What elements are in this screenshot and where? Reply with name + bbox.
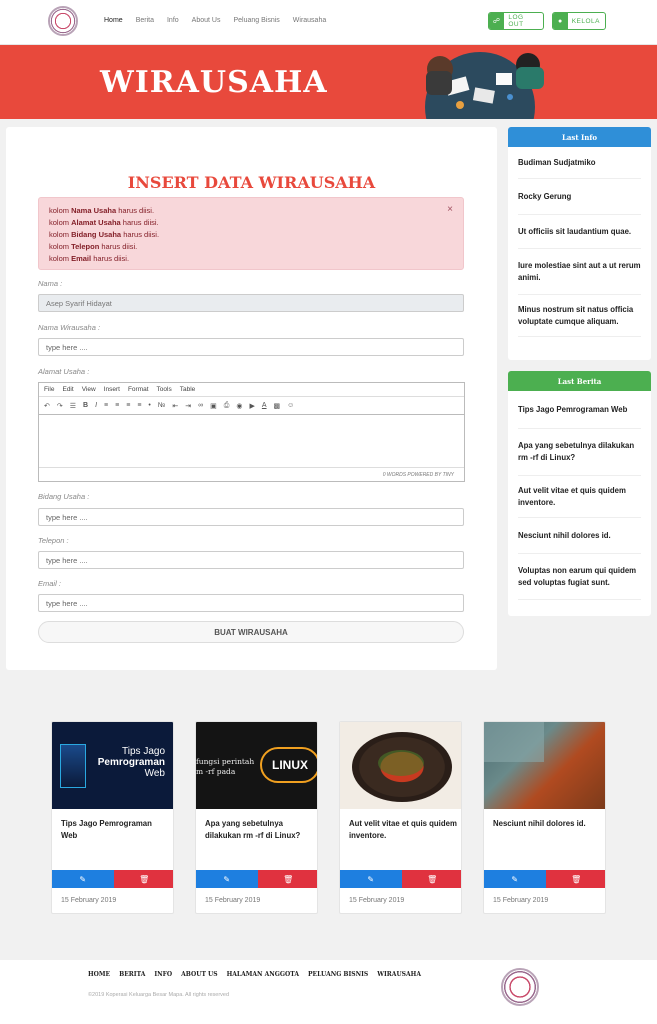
nav-about-us[interactable]: About Us (191, 17, 221, 24)
outdent-icon[interactable]: ⇤ (172, 402, 179, 410)
alert-line: kolom Email harus diisi. (49, 254, 130, 263)
footer-nav-peluang-bisnis[interactable]: PELUANG BISNIS (308, 971, 369, 978)
footer-nav-info[interactable]: INFO (154, 971, 173, 978)
bullet-list-icon[interactable]: • (148, 402, 151, 409)
info-item[interactable]: Ut officiis sit laudantium quae. (518, 215, 641, 249)
preview-icon[interactable]: ◉ (236, 402, 243, 410)
post-title[interactable]: Tips Jago Pemrograman Web (61, 819, 152, 840)
nama-wirausaha-label: Nama Wirausaha : (38, 323, 101, 332)
edit-icon[interactable]: ✎ (196, 870, 258, 888)
edit-icon[interactable]: ✎ (340, 870, 402, 888)
post-actions (52, 870, 174, 888)
form-title: INSERT DATA WIRAUSAHA (127, 173, 376, 192)
italic-icon[interactable]: I (95, 402, 98, 409)
image-icon[interactable]: ▣ (210, 402, 217, 410)
bold-icon[interactable]: B (83, 402, 89, 409)
redo-icon[interactable]: ↷ (56, 402, 63, 410)
alamat-usaha-label: Alamat Usaha : (38, 367, 90, 376)
top-navbar (0, 0, 657, 45)
nav-info[interactable]: Info (166, 17, 179, 24)
info-item[interactable]: Minus nostrum sit natus officia voluptate cumque aliquam. (518, 295, 641, 337)
editor-menu-insert[interactable]: Insert (103, 386, 120, 393)
page-banner (0, 45, 657, 119)
post-image[interactable]: fungsi perintah m -rf pada LINUX (196, 722, 318, 809)
media-icon[interactable]: ▶ (249, 402, 255, 410)
undo-icon[interactable]: ↶ (44, 402, 50, 410)
alert-line: kolom Telepon harus diisi. (49, 242, 138, 251)
align-center-icon[interactable]: ≡ (115, 402, 120, 409)
alamat-usaha-editor[interactable] (38, 382, 465, 482)
berita-item[interactable]: Voluptas non earum qui quidem sed voluptas fugiat sunt. (518, 554, 641, 600)
editor-menu-tools[interactable]: Tools (156, 386, 172, 393)
bidang-usaha-input[interactable]: type here .... (38, 508, 464, 526)
kelola-label: KELOLA (571, 17, 600, 25)
nav-home[interactable]: Home (104, 17, 123, 24)
editor-menu-edit[interactable]: Edit (62, 386, 74, 393)
berita-item[interactable]: Tips Jago Pemrograman Web (518, 391, 641, 429)
footer-nav-halaman-anggota[interactable]: HALAMAN ANGGOTA (226, 971, 300, 978)
post-title[interactable]: Apa yang sebetulnya dilakukan rm -rf di Linux? (205, 819, 301, 840)
footer-nav-home[interactable]: HOME (88, 971, 111, 978)
last-berita-panel (508, 371, 651, 616)
footer-logo (501, 968, 539, 1006)
editor-toolbar (39, 397, 464, 415)
indent-icon[interactable]: ⇥ (185, 402, 192, 410)
editor-menubar (39, 383, 464, 397)
nama-label: Nama : (38, 279, 63, 288)
last-info-title: Last Info (508, 127, 651, 147)
main-nav (104, 17, 339, 24)
emoticon-icon[interactable]: ☺ (287, 402, 295, 409)
trash-icon[interactable]: 🗑 (114, 870, 175, 888)
alert-close-button[interactable]: × (447, 204, 453, 215)
alert-line: kolom Alamat Usaha harus diisi. (49, 218, 159, 227)
alert-line: kolom Nama Usaha harus diisi. (49, 206, 155, 215)
trash-icon[interactable]: 🗑 (402, 870, 463, 888)
nav-wirausaha[interactable]: Wirausaha (292, 17, 327, 24)
post-title[interactable]: Nesciunt nihil dolores id. (493, 819, 586, 828)
post-date: 15 February 2019 (349, 897, 405, 904)
editor-menu-format[interactable]: Format (127, 386, 149, 393)
last-info-panel (508, 127, 651, 360)
lock-icon: ☍ (489, 13, 504, 29)
logout-label: LOG OUT (508, 14, 524, 28)
validation-alert (38, 197, 464, 270)
kelola-button[interactable] (552, 12, 606, 30)
nav-peluang-bisnis[interactable]: Peluang Bisnis (233, 17, 280, 24)
print-icon[interactable]: ⎙ (223, 401, 230, 409)
alert-line: kolom Bidang Usaha harus diisi. (49, 230, 160, 239)
align-justify-icon[interactable]: ≡ (137, 402, 142, 409)
editor-menu-file[interactable]: File (44, 386, 55, 393)
info-item[interactable]: Budiman Sudjatmiko (518, 147, 641, 179)
editor-menu-table[interactable]: Table (179, 386, 196, 393)
bidang-usaha-label: Bidang Usaha : (38, 492, 90, 501)
post-actions (196, 870, 318, 888)
email-input[interactable]: type here .... (38, 594, 464, 612)
background-color-icon[interactable]: ▩ (273, 402, 281, 410)
edit-icon[interactable]: ✎ (484, 870, 546, 888)
post-image[interactable]: Tips Jago Pemrograman Web (52, 722, 174, 809)
post-actions (340, 870, 462, 888)
formats-icon[interactable]: ☰ (69, 402, 77, 410)
post-actions (484, 870, 606, 888)
trash-icon[interactable]: 🗑 (546, 870, 607, 888)
post-card (51, 721, 174, 914)
email-label: Email : (38, 579, 61, 588)
berita-item[interactable]: Nesciunt nihil dolores id. (518, 518, 641, 554)
post-date: 15 February 2019 (493, 897, 549, 904)
post-image[interactable] (340, 722, 462, 809)
post-date: 15 February 2019 (205, 897, 261, 904)
text-color-icon[interactable]: A (261, 402, 267, 409)
info-item[interactable]: Iure molestiae sint aut a ut rerum animi. (518, 249, 641, 295)
footer-nav-berita[interactable]: BERITA (119, 971, 146, 978)
footer-nav-wirausaha[interactable]: WIRAUSAHA (377, 971, 421, 978)
post-card (195, 721, 318, 914)
align-left-icon[interactable]: ≡ (104, 402, 109, 409)
logout-button[interactable] (488, 12, 544, 30)
post-card (339, 721, 462, 914)
banner-title: WIRAUSAHA (100, 65, 328, 100)
post-date: 15 February 2019 (61, 897, 117, 904)
editor-menu-view[interactable]: View (81, 386, 96, 393)
edit-icon[interactable]: ✎ (52, 870, 114, 888)
editor-status: 0 WORDS POWERED BY TINY (39, 467, 464, 481)
post-image[interactable] (484, 722, 606, 809)
desk-illustration (418, 45, 558, 119)
last-berita-title: Last Berita (508, 371, 651, 391)
info-item[interactable]: Rocky Gerung (518, 179, 641, 215)
telepon-input[interactable]: type here .... (38, 551, 464, 569)
site-footer (0, 960, 657, 1024)
copyright: ©2019 Koperasi Keluarga Besar Mapa. All rights reserved (88, 992, 230, 998)
align-right-icon[interactable]: ≡ (126, 402, 131, 409)
link-icon[interactable]: ∞ (198, 402, 204, 409)
post-card (483, 721, 606, 914)
footer-nav (88, 971, 430, 978)
nama-field: Asep Syarif Hidayat (38, 294, 464, 312)
footer-nav-about-us[interactable]: ABOUT US (181, 971, 218, 978)
site-logo[interactable] (48, 6, 78, 36)
numbered-list-icon[interactable]: № (157, 402, 166, 409)
telepon-label: Telepon : (38, 536, 69, 545)
buat-wirausaha-button[interactable]: BUAT WIRAUSAHA (38, 621, 464, 643)
post-title[interactable]: Aut velit vitae et quis quidem inventore. (349, 819, 457, 840)
berita-item[interactable]: Aut velit vitae et quis quidem inventore. (518, 476, 641, 518)
car-icon: ● (553, 13, 568, 29)
nav-berita[interactable]: Berita (135, 17, 154, 24)
trash-icon[interactable]: 🗑 (258, 870, 319, 888)
insert-form-card (6, 127, 497, 670)
berita-item[interactable]: Apa yang sebetulnya dilakukan rm -rf di Linux? (518, 429, 641, 476)
nama-wirausaha-input[interactable]: type here .... (38, 338, 464, 356)
